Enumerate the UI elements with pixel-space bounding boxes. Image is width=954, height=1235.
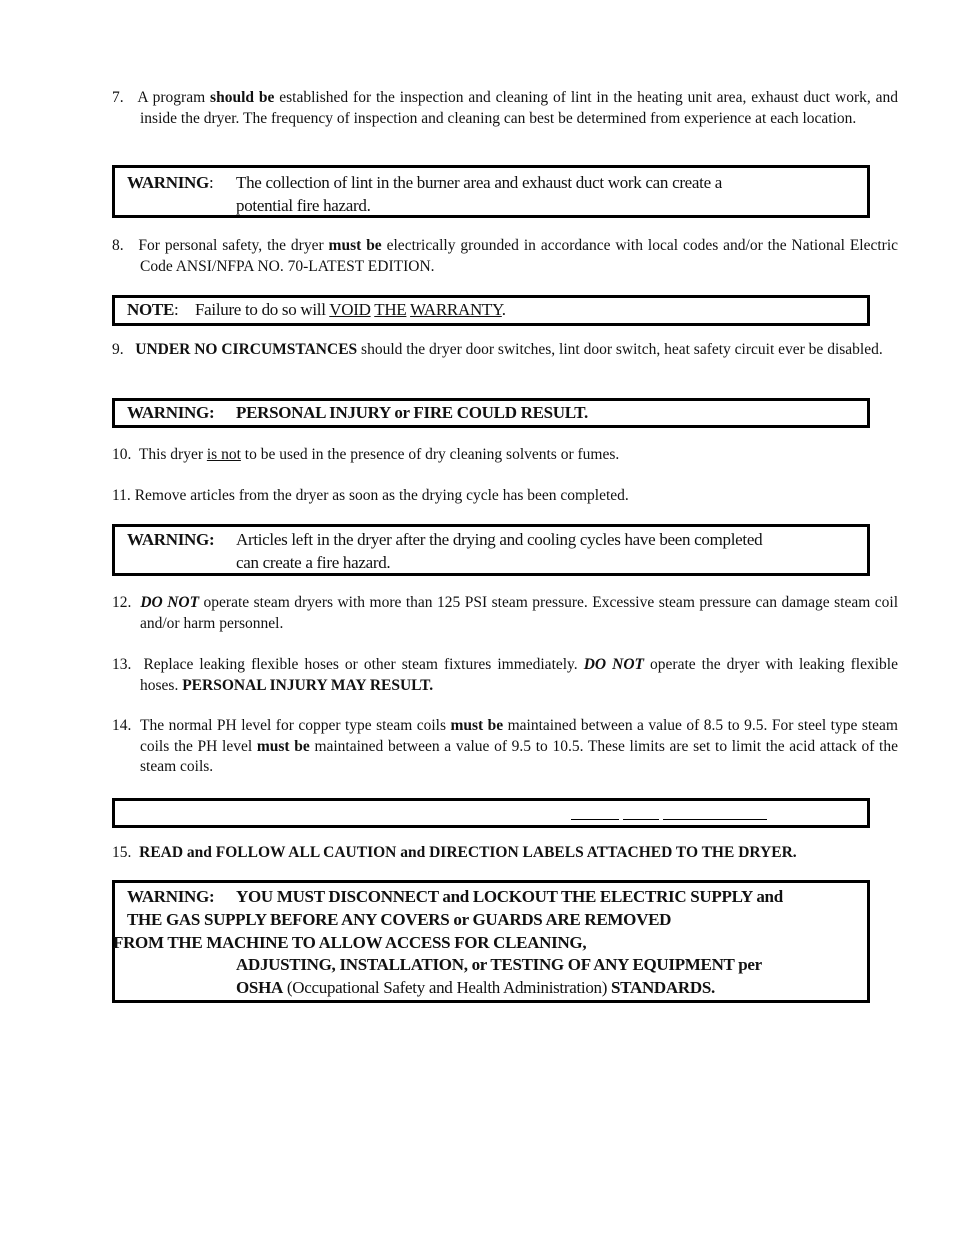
item-emphasis: DO NOT — [583, 656, 644, 673]
list-item-9 — [112, 340, 898, 361]
item-number: 7. — [112, 89, 124, 106]
item-text: Remove articles from the dryer as soon as the drying cycle has been completed. — [134, 487, 629, 504]
item-text: Replace leaking flexible hoses or other steam fixtures immediately. — [143, 656, 584, 673]
warning-box-lockout — [112, 880, 870, 1003]
item-underline: is not — [206, 446, 241, 463]
warning-label: WARNING: — [127, 173, 214, 192]
item-emphasis: PERSONAL INJURY MAY RESULT. — [182, 676, 434, 694]
empty-box — [112, 798, 870, 828]
list-item-8 — [112, 236, 898, 277]
warning-line: The collection of lint in the burner area and exhaust duct work can create a — [236, 173, 723, 192]
item-text: A program — [137, 89, 211, 106]
warning-label: WARNING: — [127, 403, 215, 422]
item-number: 10. — [112, 446, 132, 463]
blank-line — [663, 819, 767, 820]
item-number: 13. — [112, 656, 132, 673]
warning-line: can create a fire hazard. — [236, 553, 391, 572]
warning-box-articles — [112, 524, 870, 576]
item-number: 8. — [112, 237, 124, 254]
warning-line: FROM THE MACHINE TO ALLOW ACCESS FOR CLEANING, — [113, 933, 587, 952]
list-item-12 — [112, 593, 898, 634]
item-emphasis: must be — [256, 737, 310, 755]
warning-text — [236, 171, 859, 217]
item-text: maintained between a value of 9.5 to 10.5. These limits are set to limit the acid attack of the steam coils. — [140, 737, 898, 775]
item-number: 12. — [112, 594, 132, 611]
item-text: operate steam dryers with more than 125 PSI steam pressure. Excessive steam pressure can damage steam coil and/or harm personnel. — [140, 594, 899, 632]
item-text: For personal safety, the dryer — [138, 237, 329, 254]
blank-line — [571, 819, 619, 820]
list-item-11 — [112, 486, 870, 507]
list-item-15 — [112, 843, 870, 864]
warning-line: potential fire hazard. — [236, 196, 371, 215]
list-item-14 — [112, 716, 898, 778]
warning-box-lint — [112, 165, 870, 218]
warning-line: ADJUSTING, INSTALLATION, or TESTING OF ANY EQUIPMENT per — [236, 955, 762, 974]
item-text: established for the inspection and cleaning of lint in the heating unit area, exhaust duct work, and inside the dryer. The frequency of inspection and cleaning can best be determined from experience at each location. — [140, 89, 898, 127]
item-text: to be used in the presence of dry cleaning solvents or fumes. — [240, 446, 620, 463]
list-item-13 — [112, 655, 898, 696]
warning-text — [236, 528, 859, 574]
blank-line — [623, 819, 659, 820]
item-emphasis: should be — [210, 89, 275, 106]
item-emphasis: must be — [328, 237, 382, 254]
item-text: should the dryer door switches, lint door switch, heat safety circuit ever be disabled. — [357, 341, 883, 358]
item-number: 14. — [112, 717, 132, 734]
item-text: This dryer — [138, 446, 207, 463]
warning-label: WARNING: — [127, 887, 215, 906]
item-emphasis: DO NOT — [140, 594, 200, 611]
warning-box-injury — [112, 398, 870, 428]
item-text: maintained between a value of 8.5 to 9.5. For steel type steam coils the PH level — [140, 717, 898, 755]
item-text: The normal PH level for copper type steam coils — [140, 717, 451, 734]
item-emphasis: READ and FOLLOW ALL CAUTION and DIRECTION LABELS ATTACHED TO THE DRYER. — [139, 844, 797, 861]
item-emphasis: UNDER NO CIRCUMSTANCES — [135, 341, 358, 358]
item-number: 15. — [112, 844, 132, 861]
item-number: 9. — [112, 341, 124, 358]
warning-line: THE GAS SUPPLY BEFORE ANY COVERS or GUARDS ARE REMOVED — [127, 910, 672, 929]
list-item-7 — [112, 88, 898, 129]
warning-line: OSHA (Occupational Safety and Health Administration) STANDARDS. — [236, 978, 715, 997]
note-text: Failure to do so will VOID THE WARRANTY. — [195, 300, 506, 319]
warning-text: PERSONAL INJURY or FIRE COULD RESULT. — [236, 403, 588, 422]
note-label: NOTE: — [127, 300, 179, 319]
note-box-warranty — [112, 295, 870, 326]
item-emphasis: must be — [450, 717, 504, 734]
list-item-10 — [112, 445, 870, 466]
warning-line: YOU MUST DISCONNECT and LOCKOUT THE ELECTRIC SUPPLY and — [236, 887, 783, 906]
warning-label: WARNING: — [127, 530, 215, 549]
item-text: electrically grounded in accordance with local codes and/or the National Electric Code ANSI/NFPA NO. 70-LATEST EDITION. — [140, 237, 899, 275]
item-number: 11. — [112, 487, 131, 504]
item-text: operate the dryer with leaking flexible hoses. — [140, 656, 898, 694]
warning-line: Articles left in the dryer after the drying and cooling cycles have been completed — [236, 530, 763, 549]
